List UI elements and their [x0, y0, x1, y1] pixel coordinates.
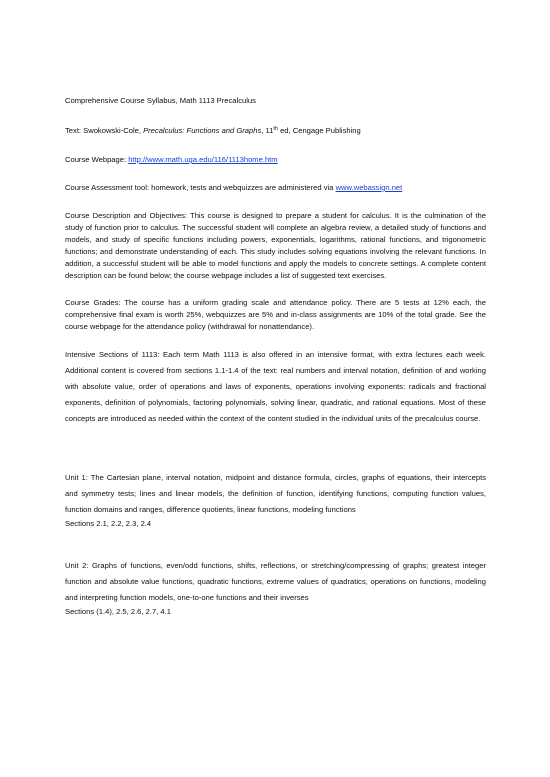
- textbook-line: [65, 125, 486, 137]
- course-grades-paragraph: Course Grades: The course has a uniform grading scale and attendance policy. There are 5 tests at 12% each, the comprehensive final exam is worth 25%, webquizzes are 5% and in-class assignments are 10% of the total grade. See the course webpage for the attendance policy (withdrawal for nonattendance).: [65, 298, 486, 331]
- unit-1-block: [65, 470, 486, 530]
- course-webpage-label: Course Webpage:: [65, 155, 129, 164]
- webassign-link[interactable]: www.webassign.net: [335, 183, 403, 192]
- unit-1-sections: Sections 2.1, 2.2, 2.3, 2.4: [65, 519, 152, 528]
- textbook-edition: , 11: [261, 126, 274, 135]
- unit-2-sections: Sections (1.4), 2.5, 2.6, 2.7, 4.1: [65, 607, 171, 616]
- course-description-paragraph: Course Description and Objectives: This course is designed to prepare a student for calculus. It is the culmination of the study of function prior to calculus. The successful student will complete an algebra review, a detailed study of functions and models, and study of specific functions including powers, exponentials, logarithms, rational functions, and trigonometric functions; and demonstrate understanding of each. This study includes solving equations involving the relevant functions. In addition, a successful student will be able to model functions and apply the models to concrete settings. A complete content description can be found below; the course webpage includes a list of suggested text exercises.: [65, 211, 486, 280]
- course-webpage-line: [65, 154, 486, 166]
- course-webpage-link[interactable]: http://www.math.uga.edu/116/1113home.htm: [128, 155, 278, 164]
- unit-2-description: Unit 2: Graphs of functions, even/odd functions, shifts, reflections, or stretching/compressing of graphs; greatest integer function and absolute value functions, quadratic functions, extreme values of quadratics, operations on functions, modeling and interpreting function models, one-to-one functions and their inverses: [65, 561, 486, 602]
- textbook-prefix: Text: Swokowski-Cole,: [65, 126, 144, 135]
- intensive-sections-paragraph: Intensive Sections of 1113: Each term Math 1113 is also offered in an intensive format, with extra lectures each week. Additional content is covered from sections 1.1-1.4 of the text: real numbers and interval notation, definition of and working with absolute value, order of operations and laws of exponents, operations involving exponents: radicals and fractional exponents, definition of polynomials, factoring polynomials, solving linear, quadratic, and rational equations. Most of these concepts are introduced as needed within the context of the content studied in the individual units of the precalculus course.: [65, 350, 486, 423]
- textbook-title: Precalculus: Functions and Graphs: [143, 126, 262, 135]
- assessment-line: [65, 182, 486, 194]
- textbook-edition-suffix: th: [273, 126, 278, 132]
- unit-1-description: Unit 1: The Cartesian plane, interval notation, midpoint and distance formula, circles, graphs of equations, their intercepts and symmetry tests; lines and linear models, the definition of function, identifying functions, computing function values, function domains and ranges, difference quotients, linear functions, modeling functions: [65, 473, 486, 514]
- textbook-publisher: ed, Cengage Publishing: [277, 126, 361, 135]
- syllabus-title: Comprehensive Course Syllabus, Math 1113 Precalculus: [65, 96, 256, 105]
- assessment-label: Course Assessment tool: homework, tests and webquizzes are administered via: [65, 183, 336, 192]
- unit-2-block: [65, 558, 486, 618]
